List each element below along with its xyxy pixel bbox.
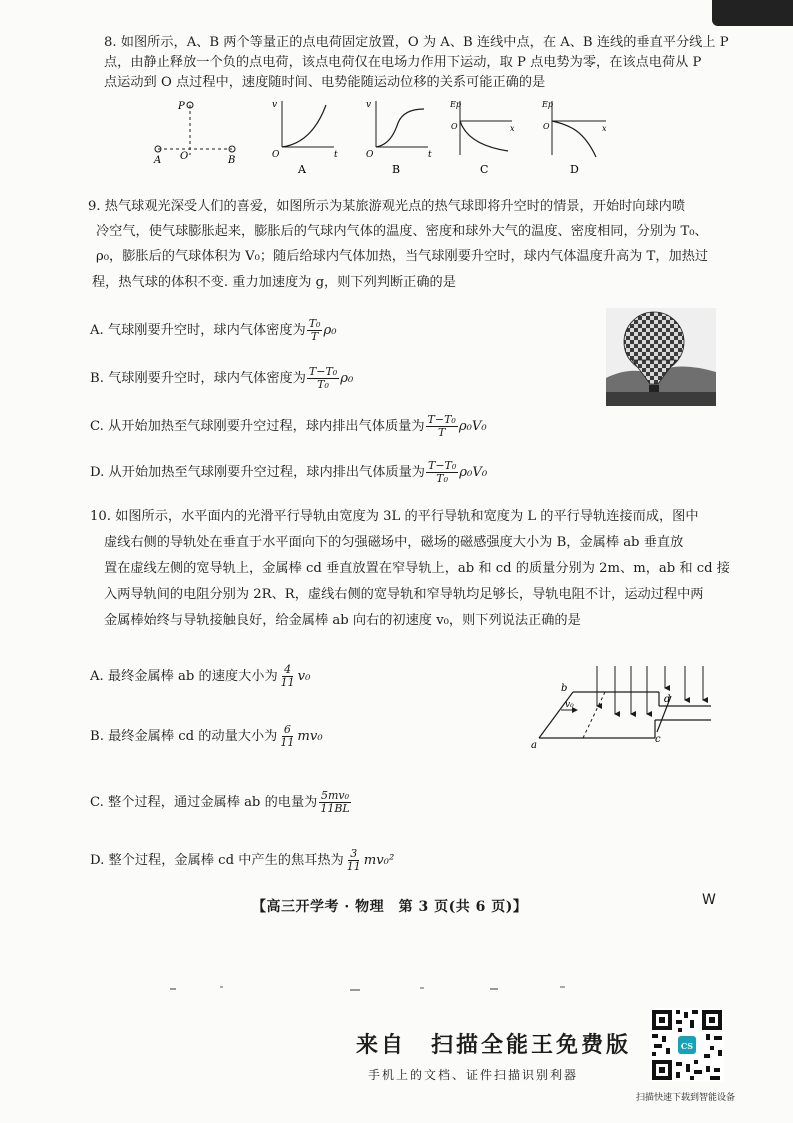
- label-p: P: [178, 101, 185, 112]
- q9-option-a[interactable]: [90, 318, 337, 343]
- label-b-rod: b: [561, 683, 568, 694]
- q10-option-d-text: D. 整个过程，金属棒 cd 中产生的焦耳热为: [90, 853, 344, 868]
- q9-option-d-num: T−T₀: [427, 459, 457, 472]
- q10-option-d-den: 11: [346, 860, 361, 873]
- qr-logo-text: CS: [680, 1041, 694, 1051]
- q9-option-d-fraction: [426, 460, 458, 485]
- q9-option-b-num: T−T₀: [308, 365, 338, 378]
- q8-graph-a: [272, 100, 338, 176]
- q9-option-b-fraction: [307, 366, 339, 391]
- q9-option-d-post: ρ₀V₀: [459, 465, 488, 480]
- qr-caption: 扫描快速下载到智能设备: [636, 1093, 736, 1103]
- q10-line-3: 置在虚线左侧的宽导轨上，金属棒 cd 垂直放置在窄导轨上，ab 和 cd 的质量分别为 2m、m，ab 和 cd 接: [104, 561, 730, 576]
- q10-option-d-num: 3: [350, 847, 358, 860]
- q8-figures: [140, 95, 620, 177]
- graph-d-xlabel: x: [602, 124, 607, 133]
- graph-b-xlabel: t: [428, 150, 432, 160]
- label-a: A: [154, 155, 162, 166]
- corner-letter: W: [702, 892, 716, 908]
- q9-option-a-text: A. 气球刚要升空时，球内气体密度为: [90, 323, 306, 338]
- q9-line-1: 9. 热气球观光深受人们的喜爱，如图所示为某旅游观光点的热气球即将升空时的情景，开始时向球内喷: [88, 199, 686, 214]
- q9-option-c[interactable]: [90, 414, 487, 439]
- graph-b-ylabel: v: [366, 100, 372, 110]
- graph-d-choice: D: [570, 163, 579, 176]
- graph-b-choice: B: [392, 163, 401, 176]
- graph-b-origin: O: [366, 150, 374, 160]
- q10-option-a-post: v₀: [297, 669, 311, 684]
- q9-option-b-text: B. 气球刚要升空时，球内气体密度为: [90, 371, 306, 386]
- q10-option-b-post: mv₀: [297, 729, 323, 744]
- q10-option-c-text: C. 整个过程，通过金属棒 ab 的电量为: [90, 795, 318, 810]
- q10-option-c-den: 11BL: [320, 802, 350, 815]
- q9-option-a-den: T: [310, 330, 319, 343]
- q8-graph-b: [366, 100, 432, 176]
- q9-option-c-den: T: [438, 426, 446, 439]
- rail-diagram: [525, 662, 715, 752]
- balloon-photo: [606, 308, 716, 406]
- scan-specks: [160, 980, 580, 1000]
- graph-c-xlabel: x: [510, 124, 515, 133]
- q10-option-a-num: 4: [284, 663, 292, 676]
- q9-option-c-post: ρ₀V₀: [458, 419, 487, 434]
- graph-a-origin: O: [272, 150, 280, 160]
- balloon-basket: [649, 385, 659, 392]
- q10-option-d-post: mv₀²: [363, 853, 395, 868]
- q10-option-d[interactable]: [90, 848, 394, 873]
- graph-c-choice: C: [480, 163, 489, 176]
- graph-a-choice: A: [298, 163, 306, 176]
- q8-line-3: 点运动到 O 点过程中，速度随时间、电势能随运动位移的关系可能正确的是: [104, 75, 546, 90]
- q10-option-d-fraction: [345, 848, 363, 873]
- graph-c-origin: O: [451, 122, 458, 131]
- scanner-title: 来自 扫描全能王免费版: [356, 1032, 632, 1058]
- curve-c: [460, 121, 508, 151]
- q10-option-b-num: 6: [283, 723, 291, 736]
- q8-line-2: 点，由静止释放一个负的点电荷，该点电荷仅在电场力作用下运动，取 P 点电势为零，在该点电荷从 P: [104, 55, 702, 70]
- q10-option-c-num: 5mv₀: [320, 789, 350, 802]
- qr-code-icon[interactable]: [650, 1008, 724, 1082]
- q9-option-d[interactable]: [90, 460, 487, 485]
- q10-line-4: 入两导轨间的电阻分别为 2R、R，虚线右侧的宽导轨和窄导轨均足够长，导轨电阻不计，运动过程中两: [104, 587, 704, 602]
- q10-option-b-den: 11: [280, 736, 295, 749]
- q10-option-c-fraction: [318, 790, 351, 815]
- q10-line-5: 金属棒始终与导轨接触良好，给金属棒 ab 向右的初速度 v₀，则下列说法正确的是: [104, 613, 581, 628]
- q9-option-c-text: C. 从开始加热至气球刚要升空过程，球内排出气体质量为: [90, 419, 425, 434]
- q10-option-a-fraction: [279, 664, 297, 689]
- q10-option-a-den: 11: [280, 676, 295, 689]
- graph-c-ylabel: Ep: [450, 100, 461, 109]
- scan-edge-shadow: [712, 0, 793, 26]
- label-a-rod: a: [531, 740, 537, 751]
- graph-a-xlabel: t: [334, 150, 338, 160]
- q9-option-a-num: T₀: [308, 317, 321, 330]
- label-d-rod: d: [664, 694, 671, 705]
- graph-d-origin: O: [543, 122, 550, 131]
- q9-option-d-den: T₀: [436, 472, 449, 485]
- curve-b: [376, 109, 424, 147]
- q10-option-a[interactable]: [90, 664, 310, 689]
- q8-graph-c: [449, 100, 515, 176]
- label-c-rod: c: [655, 734, 661, 745]
- q9-option-c-num: T−T₀: [427, 413, 456, 426]
- q9-option-b-post: ρ₀: [340, 371, 354, 386]
- q9-option-c-fraction: [426, 414, 458, 439]
- q9-option-d-text: D. 从开始加热至气球刚要升空过程，球内排出气体质量为: [90, 465, 425, 480]
- q9-option-b[interactable]: [90, 366, 353, 391]
- graph-d-ylabel: Ep: [542, 100, 553, 109]
- q10-line-2: 虚线右侧的导轨处在垂直于水平面向下的匀强磁场中，磁场的磁感强度大小为 B，金属棒 ab 垂直放: [104, 535, 684, 550]
- curve-a: [282, 105, 326, 147]
- q8-line-1: 8. 如图所示，A、B 两个等量正的点电荷固定放置，O 为 A、B 连线中点，在 A、B 连线的垂直平分线上 P: [104, 35, 729, 50]
- q9-option-a-post: ρ₀: [323, 323, 337, 338]
- q10-option-b[interactable]: [90, 724, 323, 749]
- q9-option-b-den: T₀: [317, 378, 329, 391]
- graph-a-ylabel: v: [272, 100, 278, 110]
- q10-option-b-text: B. 最终金属棒 cd 的动量大小为: [90, 729, 278, 744]
- q9-line-3: ρ₀，膨胀后的气球体积为 V₀；随后给球内气体加热，当气球刚要升空时，球内气体温度升高为 T，加热过: [96, 249, 709, 264]
- q9-option-a-fraction: [307, 318, 323, 343]
- label-v0: v₀: [565, 700, 574, 710]
- q9-line-4: 程，热气球的体积不变. 重力加速度为 g，则下列判断正确的是: [92, 275, 456, 290]
- q10-option-c[interactable]: [90, 790, 353, 815]
- q10-line-1: 10. 如图所示，水平面内的光滑平行导轨由宽度为 3L 的平行导轨和宽度为 L 的平行导轨连接而成，图中: [90, 509, 699, 524]
- curve-d: [552, 121, 596, 157]
- q8-charge-diagram: [153, 101, 235, 166]
- q9-line-2: 冷空气，使气球膨胀起来，膨胀后的气球内气体的温度、密度和球外大气的温度、密度相同，分别为 T₀、: [96, 224, 708, 239]
- page-footer: 【高三开学考 · 物理 第 3 页(共 6 页)】: [252, 899, 528, 915]
- scanner-subtitle: 手机上的文档、证件扫描识别利器: [368, 1068, 579, 1082]
- q10-option-a-text: A. 最终金属棒 ab 的速度大小为: [90, 669, 278, 684]
- label-o: O: [180, 151, 189, 162]
- q8-graph-d: [541, 100, 607, 176]
- field-boundary: [583, 692, 605, 738]
- label-b: B: [228, 155, 236, 166]
- q10-option-b-fraction: [278, 724, 296, 749]
- rod-ab: [539, 692, 573, 738]
